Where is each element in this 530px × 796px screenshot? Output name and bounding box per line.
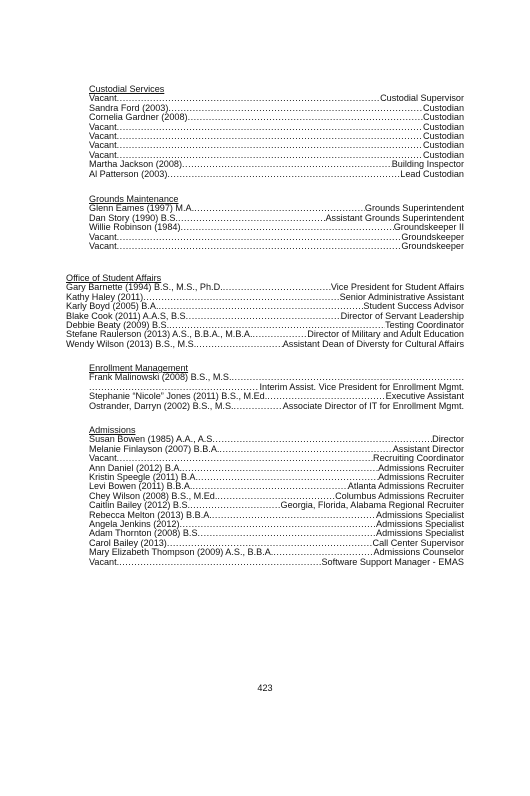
staff-name: Susan Bowen (1985) A.A., A.S [89, 434, 213, 445]
staff-name: Rebecca Melton (2013) B.B.A. [89, 509, 212, 520]
staff-name: Vacant. [89, 556, 120, 567]
staff-name: Debbie Beaty (2009) B.S. [66, 320, 170, 331]
staff-list [89, 435, 464, 567]
leader-dots [196, 340, 282, 349]
staff-list [89, 392, 464, 411]
staff-title: Georgia, Florida, Alabama Regional Recruiter [280, 500, 464, 511]
staff-name: Willie Robinson (1984) [89, 222, 181, 233]
staff-name: Vacant [89, 453, 117, 464]
leader-dots [178, 214, 326, 223]
staff-name: Chey Wilson (2008) B.S., M.Ed. [89, 490, 218, 501]
section-heading: Custodial Services [89, 84, 165, 94]
staff-name: Carol Bailey (2013) [89, 537, 167, 548]
staff-name: Mary Elizabeth Thompson (2009) A.S., B.B.A. [89, 547, 274, 558]
staff-name: Martha Jackson (2008) [89, 159, 183, 170]
staff-row [89, 132, 464, 141]
staff-name: Vacant [89, 93, 117, 104]
staff-title: Admissions Specialist [376, 528, 464, 539]
staff-title: Admissions Specialist [376, 519, 464, 530]
leader-dots [223, 283, 331, 292]
staff-row [89, 558, 464, 567]
staff-name: Vacant [89, 241, 117, 252]
staff-title: Admissions Recruiter [378, 462, 464, 473]
leader-dots [159, 302, 364, 311]
leader-dots [117, 242, 402, 251]
staff-title: Building Inspector [391, 159, 464, 170]
leader-dots [219, 445, 392, 454]
staff-name: Stefane Raulerson (2013) A.S., B.B.A., M.B.A. [66, 329, 253, 340]
staff-row [89, 170, 464, 179]
staff-row [89, 123, 464, 132]
staff-title: Custodian [423, 131, 464, 142]
leader-dots [143, 293, 339, 302]
section-heading: Grounds Maintenance [89, 194, 179, 204]
staff-list [89, 204, 464, 251]
staff-title: Lead Custodian [400, 168, 464, 179]
staff-title: Call Center Supervisor [372, 537, 464, 548]
staff-name: Vacant [89, 131, 117, 142]
staff-title: Custodian [423, 149, 464, 160]
staff-title: Senior Administrative Assistant [339, 291, 464, 302]
section-heading: Admissions [89, 425, 136, 435]
staff-name: Kathy Haley (2011) [66, 291, 144, 302]
staff-name: Vacant [89, 149, 117, 160]
staff-title: Custodian [423, 121, 464, 132]
leader-dots [188, 113, 423, 122]
staff-name: Gary Barnette (1994) B.S., M.S., Ph.D. [66, 282, 223, 293]
leader-dots [198, 529, 377, 538]
staff-title: Student Success Advisor [363, 301, 464, 312]
staff-name: Stephanie “Nicole” Jones (2011) B.S., M.Ed. [89, 391, 268, 402]
staff-name: Cornelia Gardner (2008) [89, 112, 188, 123]
staff-list [89, 94, 464, 179]
staff-title: Associate Director of IT for Enrollment Mgmt. [282, 400, 464, 411]
leader-dots [167, 170, 400, 179]
section-heading: Office of Student Affairs [66, 273, 162, 283]
staff-name: Adam Thornton (2008) B.S [89, 528, 198, 539]
staff-name: Kristin Speegle (2011) B.A. [89, 472, 199, 483]
staff-title: Assistant Dean of Diversty for Cultural Affairs [282, 338, 464, 349]
leader-dots [119, 558, 321, 567]
admissions-section [89, 426, 464, 567]
staff-title: Admissions Specialist [376, 509, 464, 520]
staff-title: Atlanta Admissions Recruiter [347, 481, 464, 492]
staff-title: Groundskeeper II [393, 222, 464, 233]
leader-dots [180, 223, 393, 232]
staff-name: Ann Daniel (2012) B.A. [89, 462, 183, 473]
staff-title: Columbus Admissions Recruiter [335, 490, 464, 501]
staff-title: Admissions Counselor [373, 547, 464, 558]
staff-title: Groundskeeper [401, 231, 464, 242]
staff-title: Director of Servant Leadership [340, 310, 464, 321]
staff-title: Assistant Grounds Superintendent [325, 212, 464, 223]
staff-name: Vacant [89, 231, 117, 242]
leader-dots [117, 132, 423, 141]
leader-dots [117, 141, 423, 150]
leader-dots [182, 160, 392, 169]
staff-title: Testing Coordinator [385, 320, 464, 331]
staff-name: Caitlin Bailey (2012) B.S. [89, 500, 191, 511]
staff-title: Custodial Supervisor [380, 93, 464, 104]
staff-name: Blake Cook (2011) A.A.S, B.S [66, 310, 186, 321]
page-number: 423 [257, 683, 273, 693]
enrollment-management-section [89, 364, 464, 411]
staff-title: Custodian [423, 112, 464, 123]
staff-title: Grounds Superintendent [364, 203, 464, 214]
staff-title: Admissions Recruiter [378, 472, 464, 483]
staff-row [66, 340, 464, 349]
staff-name: Glenn Eames (1997) M.A. [89, 203, 195, 214]
staff-name: Dan Story (1990) B.S. [89, 212, 178, 223]
student-affairs-section [66, 274, 464, 349]
staff-title: Software Support Manager - EMAS [321, 556, 464, 567]
staff-title: Director [432, 434, 464, 445]
staff-title: Custodian [423, 140, 464, 151]
staff-row [89, 113, 464, 122]
grounds-maintenance-section [89, 195, 464, 251]
staff-title: Assistant Director [392, 443, 464, 454]
leader-dots [117, 233, 402, 242]
leader-dots [182, 464, 378, 473]
staff-name: Sandra Ford (2003) [89, 102, 169, 113]
staff-name: Vacant [89, 121, 117, 132]
leader-dots [117, 123, 423, 132]
staff-title: Director of Military and Adult Education [307, 329, 464, 340]
staff-name: Karly Boyd (2005) B.A. [66, 301, 159, 312]
staff-name: Al Patterson (2003) [89, 168, 168, 179]
leader-dots [186, 312, 341, 321]
staff-title: Vice President for Student Affairs [330, 282, 464, 293]
staff-title: Custodian [423, 102, 464, 113]
staff-row [89, 141, 464, 150]
staff-name: Melanie Finlayson (2007) B.B.A. [89, 443, 220, 454]
staff-name: Vacant [89, 140, 117, 151]
leader-dots [180, 520, 377, 529]
staff-title: Groundskeeper [401, 241, 464, 252]
staff-row [89, 242, 464, 251]
staff-row [89, 402, 464, 411]
section-heading: Enrollment Management [89, 363, 189, 373]
staff-name: Frank Malinowski (2008) B.S., M.S. [89, 372, 232, 383]
staff-list [66, 283, 464, 349]
staff-title: Executive Assistant [385, 391, 464, 402]
custodial-services-section [89, 85, 464, 179]
staff-name: Wendy Wilson (2013) B.S., M.S. [66, 338, 197, 349]
leader-dots [212, 511, 376, 520]
staff-name: Levi Bowen (2011) B.B.A. [89, 481, 193, 492]
staff-name: Ostrander, Darryn (2002) B.S., M.S. [89, 400, 234, 411]
staff-title: Interim Assist. Vice President for Enrollment Mgmt. [259, 381, 464, 392]
leader-dots [168, 104, 423, 113]
staff-title: Recruiting Coordinator [373, 453, 464, 464]
leader-dots [234, 402, 283, 411]
staff-name: Angela Jenkins (2012) [89, 519, 180, 530]
